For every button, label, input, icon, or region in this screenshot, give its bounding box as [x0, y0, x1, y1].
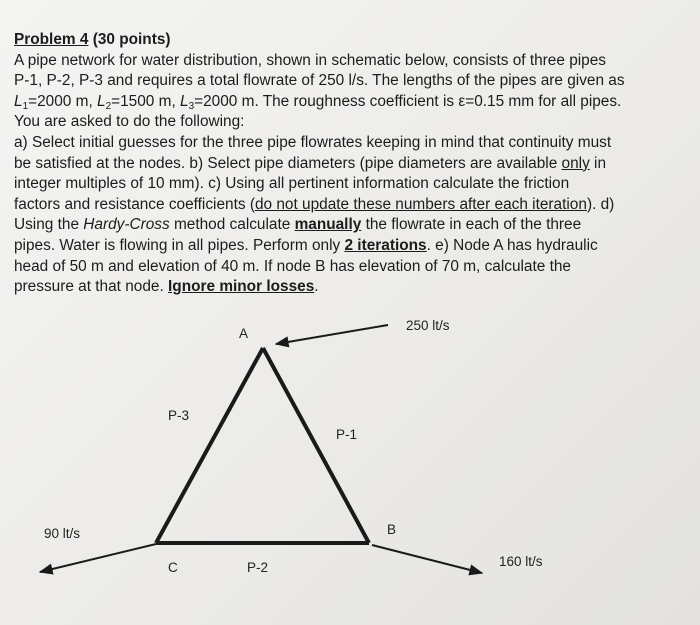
- italic-text: Hardy-Cross: [83, 216, 170, 234]
- text-segment: factors and resistance coefficients (: [14, 195, 255, 213]
- text-segment: . e) Node A has hydraulic: [426, 236, 598, 254]
- text-segment: P-1, P-2, P-3 and requires a total flowrate of 250 l/s. The lengths of the pipes are given as: [14, 72, 625, 90]
- text-segment: =1500 m,: [111, 92, 180, 110]
- node-a-label: A: [239, 326, 249, 341]
- underlined-bold-text: Ignore minor losses: [168, 278, 315, 296]
- text-segment: ). d): [586, 195, 615, 213]
- text-segment: in: [589, 154, 607, 172]
- text-segment: integer multiples of 10 mm). c) Using all pertinent information calculate the friction: [14, 175, 570, 193]
- pipe-p1-label: P-1: [336, 427, 358, 442]
- text-segment: .: [314, 278, 319, 296]
- length-subscript: 1: [22, 100, 29, 112]
- text-segment: You are asked to do the following:: [14, 113, 245, 131]
- text-segment: A pipe network for water distribution, shown in schematic below, consists of three pipes: [14, 51, 606, 69]
- text-segment: Using the: [14, 216, 84, 234]
- text-segment: =2000 m. The roughness coefficient is ε=0.15 mm for all pipes.: [194, 92, 622, 110]
- length-symbol: L: [180, 92, 189, 110]
- underlined-bold-text: 2 iterations: [344, 236, 427, 254]
- pipe-p2-label: P-2: [247, 560, 269, 575]
- pipe-p3-label: P-3: [168, 408, 190, 423]
- text-segment: pipes. Water is flowing in all pipes. Perform only: [14, 236, 345, 254]
- underlined-bold-text: manually: [294, 216, 362, 234]
- length-subscript: 2: [105, 100, 112, 112]
- outflow-arrow-c: [40, 544, 156, 572]
- length-symbol: L: [14, 92, 23, 110]
- pipe-p1-line: [263, 348, 369, 543]
- inflow-a-label: 250 lt/s: [406, 318, 450, 333]
- problem-title: Problem 4: [14, 31, 89, 48]
- underlined-text: do not update these numbers after each iteration: [254, 195, 587, 213]
- inflow-arrow-a: [276, 325, 388, 344]
- text-segment: a) Select initial guesses for the three pipe flowrates keeping in mind that continuity must: [14, 133, 612, 151]
- text-segment: the flowrate in each of the three: [361, 216, 582, 234]
- pipe-p3-line: [156, 348, 263, 543]
- outflow-b-label: 160 lt/s: [499, 554, 543, 569]
- length-symbol: L: [97, 92, 106, 110]
- outflow-arrow-b: [372, 545, 482, 573]
- text-segment: =2000 m,: [28, 92, 97, 110]
- node-b-label: B: [387, 522, 397, 537]
- text-segment: head of 50 m and elevation of 40 m. If node B has elevation of 70 m, calculate the: [14, 257, 571, 275]
- underlined-text: only: [561, 154, 590, 172]
- problem-points: (30 points): [92, 31, 171, 48]
- text-segment: method calculate: [169, 216, 295, 234]
- text-segment: pressure at that node.: [14, 278, 169, 296]
- outflow-c-label: 90 lt/s: [44, 526, 81, 541]
- text-segment: be satisfied at the nodes. b) Select pipe diameters (pipe diameters are available: [14, 154, 562, 172]
- node-c-label: C: [168, 560, 178, 575]
- length-subscript: 3: [188, 100, 195, 112]
